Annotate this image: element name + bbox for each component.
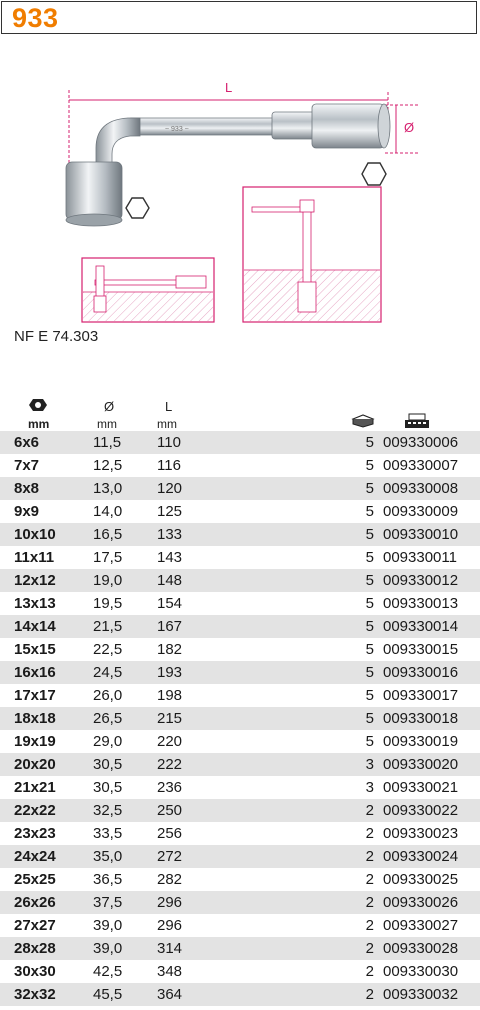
pack-quantity-cell: 2 [365, 963, 374, 980]
length-header: L [165, 399, 173, 414]
size-cell: 8x8 [14, 480, 40, 497]
table-row [0, 684, 480, 707]
size-cell: 10x10 [14, 526, 56, 543]
size-cell: 20x20 [14, 756, 56, 773]
length-cell: 250 [157, 802, 183, 819]
diameter-cell: 21,5 [93, 618, 123, 635]
length-cell: 215 [157, 710, 183, 727]
length-cell: 120 [157, 480, 183, 497]
size-cell: 14x14 [14, 618, 56, 635]
table-row [0, 822, 480, 845]
size-cell: 22x22 [14, 802, 56, 819]
table-row [0, 477, 480, 500]
pack-quantity-cell: 5 [365, 710, 374, 727]
item-code-cell: 009330010 [383, 526, 459, 543]
size-cell: 25x25 [14, 871, 56, 888]
item-code-cell: 009330018 [383, 710, 459, 727]
item-code-cell: 009330025 [383, 871, 459, 888]
item-code-cell: 009330011 [383, 549, 457, 566]
product-header [1, 1, 477, 34]
item-code-cell: 009330017 [383, 687, 459, 704]
length-label: L [225, 80, 233, 95]
size-unit-header: mm [28, 417, 50, 431]
table-row [0, 730, 480, 753]
item-code-cell: 009330016 [383, 664, 459, 681]
diameter-cell: 24,5 [93, 664, 123, 681]
size-cell: 21x21 [14, 779, 56, 796]
length-cell: 296 [157, 894, 183, 911]
diameter-cell: 30,5 [93, 756, 123, 773]
item-code-cell: 009330022 [383, 802, 459, 819]
item-code-cell: 009330021 [383, 779, 459, 796]
item-code-cell: 009330024 [383, 848, 459, 865]
item-code-cell: 009330028 [383, 940, 459, 957]
length-cell: 348 [157, 963, 183, 980]
usage-diagram-horizontal [82, 258, 214, 322]
diameter-cell: 42,5 [93, 963, 123, 980]
table-row [0, 546, 480, 569]
product-number: 933 [12, 3, 59, 33]
specification-table [0, 431, 480, 1006]
diameter-cell: 37,5 [93, 894, 123, 911]
item-code-cell: 009330019 [383, 733, 459, 750]
length-cell: 167 [157, 618, 183, 635]
size-cell: 32x32 [14, 986, 56, 1003]
length-cell: 364 [157, 986, 183, 1003]
length-cell: 143 [157, 549, 183, 566]
pack-quantity-cell: 2 [365, 940, 374, 957]
size-cell: 24x24 [14, 848, 56, 865]
length-cell: 256 [157, 825, 183, 842]
item-code-cell: 009330014 [383, 618, 459, 635]
item-code-cell: 009330013 [383, 595, 459, 612]
pack-quantity-cell: 5 [365, 549, 374, 566]
pack-quantity-cell: 5 [365, 618, 374, 635]
size-cell: 9x9 [14, 503, 40, 520]
diameter-cell: 29,0 [93, 733, 123, 750]
diameter-header: Ø [104, 399, 115, 414]
length-cell: 154 [157, 595, 183, 612]
diameter-cell: 30,5 [93, 779, 123, 796]
size-cell: 12x12 [14, 572, 56, 589]
size-cell: 28x28 [14, 940, 56, 957]
pack-quantity-cell: 2 [365, 917, 374, 934]
item-code-cell: 009330009 [383, 503, 459, 520]
length-cell: 198 [157, 687, 183, 704]
table-row [0, 523, 480, 546]
length-cell: 182 [157, 641, 183, 658]
pack-quantity-cell: 5 [365, 503, 374, 520]
table-row [0, 845, 480, 868]
item-code-cell: 009330023 [383, 825, 459, 842]
pack-quantity-cell: 3 [365, 756, 374, 773]
size-cell: 30x30 [14, 963, 56, 980]
diameter-cell: 26,5 [93, 710, 123, 727]
pack-quantity-cell: 2 [365, 825, 374, 842]
standard-reference: NF E 74.303 [14, 328, 99, 345]
length-cell: 148 [157, 572, 183, 589]
item-code-cell: 009330027 [383, 917, 459, 934]
diameter-cell: 11,5 [93, 434, 122, 451]
size-cell: 15x15 [14, 641, 56, 658]
hex-outline-large [362, 163, 386, 185]
diameter-cell: 17,5 [93, 549, 123, 566]
length-cell: 116 [157, 457, 181, 474]
length-cell: 220 [157, 733, 183, 750]
table-row [0, 431, 480, 454]
pack-quantity-cell: 5 [365, 664, 374, 681]
length-cell: 282 [157, 871, 183, 888]
length-cell: 125 [157, 503, 183, 520]
length-cell: 193 [157, 664, 183, 681]
diameter-cell: 26,0 [93, 687, 123, 704]
table-row [0, 983, 480, 1006]
item-code-cell: 009330032 [383, 986, 459, 1003]
pack-quantity-cell: 5 [365, 572, 374, 589]
table-row [0, 638, 480, 661]
pack-quantity-cell: 2 [365, 848, 374, 865]
table-row [0, 500, 480, 523]
table-row [0, 891, 480, 914]
pack-quantity-cell: 3 [365, 779, 374, 796]
diameter-cell: 33,5 [93, 825, 123, 842]
length-cell: 236 [157, 779, 183, 796]
size-cell: 16x16 [14, 664, 56, 681]
size-cell: 7x7 [14, 457, 40, 474]
size-cell: 19x19 [14, 733, 56, 750]
diameter-cell: 14,0 [93, 503, 123, 520]
table-row [0, 868, 480, 891]
diameter-cell: 13,0 [93, 480, 123, 497]
length-cell: 222 [157, 756, 183, 773]
length-cell: 133 [157, 526, 183, 543]
length-cell: 272 [157, 848, 183, 865]
item-code-cell: 009330008 [383, 480, 459, 497]
length-cell: 110 [157, 434, 181, 451]
size-cell: 11x11 [14, 549, 55, 566]
size-cell: 6x6 [14, 434, 40, 451]
size-cell: 27x27 [14, 917, 56, 934]
usage-diagram-vertical [243, 187, 381, 322]
diameter-cell: 39,0 [93, 940, 123, 957]
diameter-cell: 12,5 [93, 457, 123, 474]
hex-nut-icon [28, 398, 48, 412]
item-code-cell: 009330026 [383, 894, 459, 911]
table-row [0, 592, 480, 615]
diameter-label: Ø [404, 120, 415, 135]
pack-quantity-cell: 5 [365, 733, 374, 750]
pack-quantity-cell: 5 [365, 480, 374, 497]
diameter-cell: 32,5 [93, 802, 123, 819]
diameter-cell: 19,5 [93, 595, 123, 612]
length-cell: 314 [157, 940, 183, 957]
diameter-unit-header: mm [97, 417, 117, 431]
pack-quantity-cell: 5 [365, 641, 374, 658]
size-cell: 17x17 [14, 687, 56, 704]
table-row [0, 615, 480, 638]
diameter-cell: 45,5 [93, 986, 123, 1003]
diameter-cell: 35,0 [93, 848, 123, 865]
length-cell: 296 [157, 917, 183, 934]
pack-quantity-cell: 5 [365, 595, 374, 612]
pack-quantity-cell: 2 [365, 802, 374, 819]
table-row [0, 776, 480, 799]
size-cell: 13x13 [14, 595, 56, 612]
pack-quantity-cell: 2 [365, 871, 374, 888]
pack-quantity-cell: 2 [365, 894, 374, 911]
size-cell: 26x26 [14, 894, 56, 911]
table-row [0, 661, 480, 684]
table-row [0, 960, 480, 983]
table-row [0, 914, 480, 937]
item-code-cell: 009330020 [383, 756, 459, 773]
diameter-cell: 39,0 [93, 917, 123, 934]
item-code-cell: 009330007 [383, 457, 459, 474]
diameter-cell: 36,5 [93, 871, 123, 888]
product-illustration [0, 70, 480, 335]
diameter-cell: 19,0 [93, 572, 123, 589]
diameter-cell: 16,5 [93, 526, 123, 543]
pack-quantity-cell: 5 [365, 457, 374, 474]
table-row [0, 569, 480, 592]
length-unit-header: mm [157, 417, 177, 431]
item-code-icon [404, 413, 430, 429]
item-code-cell: 009330015 [383, 641, 459, 658]
package-quantity-icon [351, 414, 375, 428]
table-row [0, 753, 480, 776]
item-code-cell: 009330012 [383, 572, 459, 589]
size-cell: 23x23 [14, 825, 56, 842]
hex-outline-small [126, 198, 149, 218]
table-row [0, 454, 480, 477]
pack-quantity-cell: 5 [365, 526, 374, 543]
table-row [0, 707, 480, 730]
diameter-cell: 22,5 [93, 641, 123, 658]
item-code-cell: 009330030 [383, 963, 459, 980]
item-code-cell: 009330006 [383, 434, 459, 451]
size-cell: 18x18 [14, 710, 56, 727]
pack-quantity-cell: 2 [365, 986, 374, 1003]
table-row [0, 799, 480, 822]
svg-text:~ 933 ~: ~ 933 ~ [165, 126, 189, 133]
pack-quantity-cell: 5 [365, 434, 374, 451]
table-row [0, 937, 480, 960]
pack-quantity-cell: 5 [365, 687, 374, 704]
